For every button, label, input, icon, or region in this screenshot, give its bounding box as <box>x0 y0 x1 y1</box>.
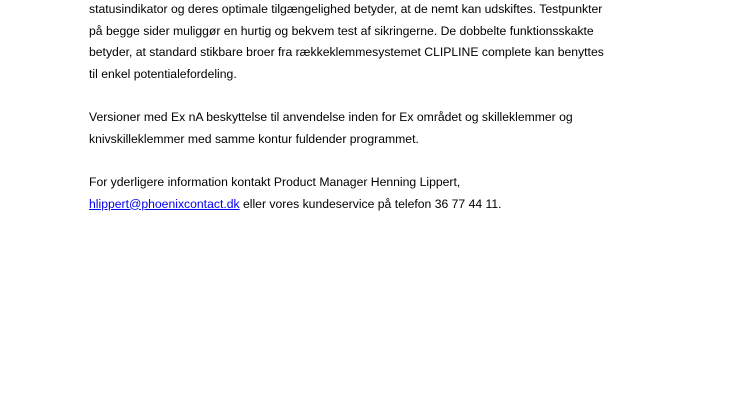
contact-text-line: For yderligere information kontakt Product Manager Henning Lippert, <box>89 175 461 189</box>
text-line: Versioner med Ex nA beskyttelse til anvendelse inden for Ex området og skilleklemmer og <box>89 110 573 124</box>
text-line: betyder, at standard stikbare broer fra rækkeklemmesystemet CLIPLINE complete kan benyttes <box>89 45 604 59</box>
contact-phone-text: eller vores kundeservice på telefon 36 77 44 11. <box>239 196 502 211</box>
paragraph-sikringer <box>89 0 649 85</box>
text-line: til enkel potentialefordeling. <box>89 66 237 81</box>
text-line: statusindikator og deres optimale tilgængelighed betyder, at de nemt kan udskiftes. Testpunkter <box>89 2 603 16</box>
paragraph-contact <box>89 172 649 215</box>
text-line: knivskilleklemmer med samme kontur fuldender programmet. <box>89 131 419 146</box>
text-line: på begge sider muliggør en hurtig og bekvem test af sikringerne. De dobbelte funktionsskakte <box>89 23 594 38</box>
paragraph-versioner <box>89 107 649 150</box>
email-link[interactable]: hlippert@phoenixcontact.dk <box>89 196 240 211</box>
contact-email-line <box>89 194 649 216</box>
